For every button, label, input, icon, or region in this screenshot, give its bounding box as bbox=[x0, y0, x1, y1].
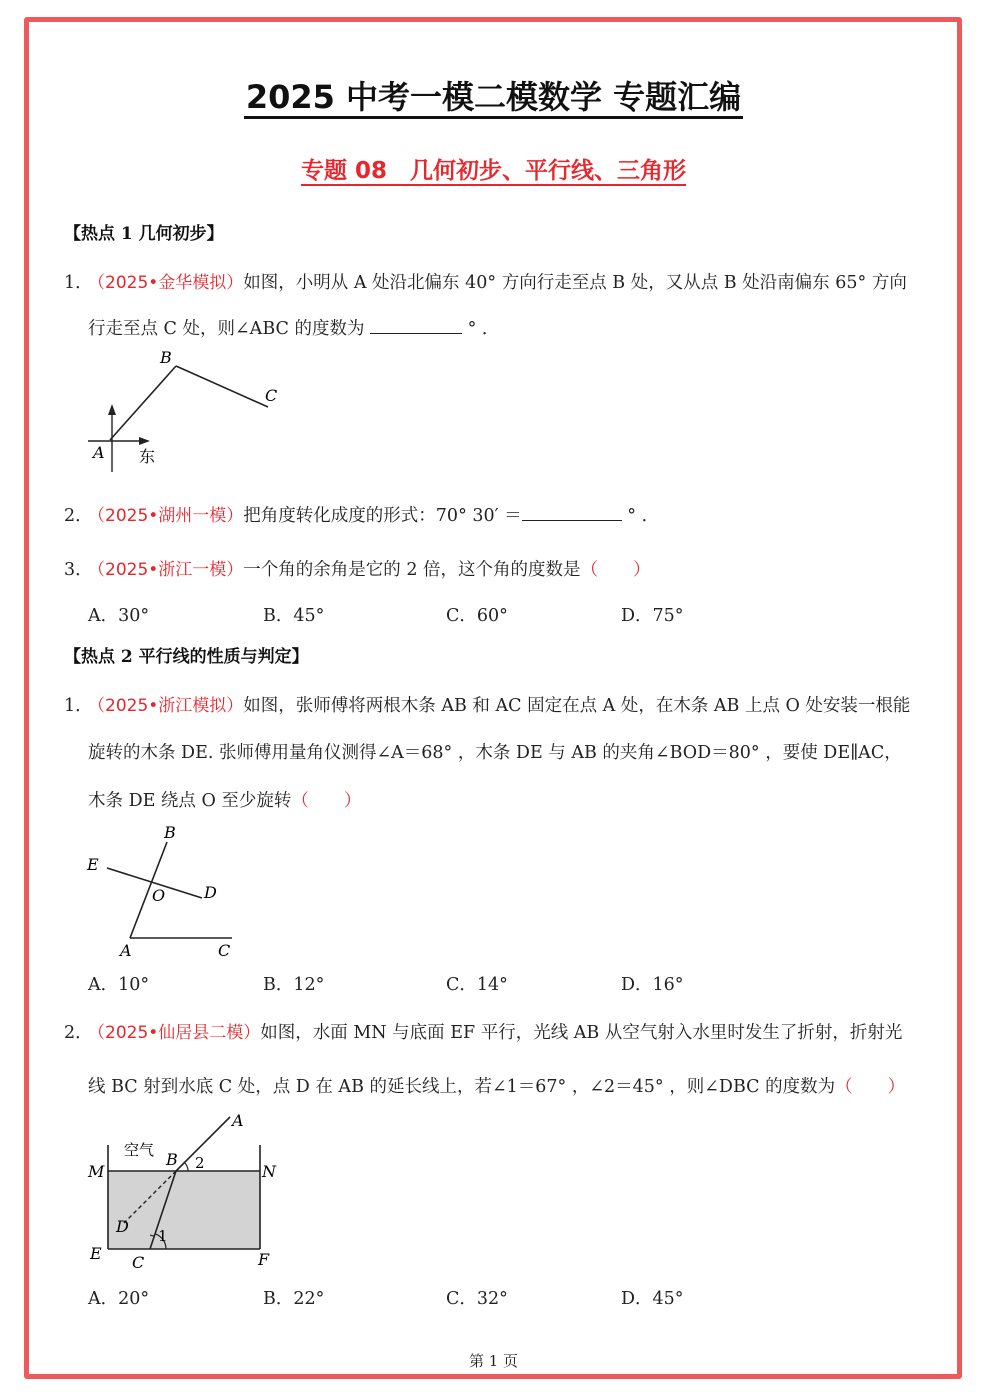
question-1-2: 2．（2025•湖州一模）把角度转化成度的形式：70° 30′ ＝ ° ． bbox=[64, 506, 660, 526]
segment-bc bbox=[176, 366, 268, 407]
label-a: A bbox=[93, 443, 105, 462]
label-b: B bbox=[164, 823, 176, 842]
label-b: B bbox=[160, 348, 172, 367]
section-heading-2: 【热点 2 平行线的性质与判定】 bbox=[64, 647, 309, 667]
page-title: 2025 中考一模二模数学 专题汇编 bbox=[0, 72, 987, 118]
question-2-1: 1．（2025•浙江模拟）如图，张师傅将两根木条 AB 和 AC 固定在点 A 处，在木条 AB 上点 O 处安装一根能 bbox=[64, 696, 911, 716]
question-source: （2025•湖州一模） bbox=[88, 506, 244, 526]
answer-paren[interactable]: （ ） bbox=[291, 791, 362, 811]
label-a: A bbox=[232, 1111, 244, 1130]
north-arrow-icon bbox=[108, 404, 116, 415]
option-a[interactable]: A．30° bbox=[88, 606, 150, 626]
option-c[interactable]: C．60° bbox=[446, 606, 508, 626]
question-2-2-line2: 线 BC 射到水底 C 处，点 D 在 AB 的延长线上，若∠1＝67° ，∠2＝45° ，则∠DBC 的度数为（ ） bbox=[88, 1077, 906, 1097]
option-b[interactable]: B．12° bbox=[263, 975, 325, 995]
option-c[interactable]: C．32° bbox=[446, 1289, 508, 1309]
label-d: D bbox=[116, 1217, 129, 1236]
option-d[interactable]: D．45° bbox=[621, 1289, 684, 1309]
figure-refraction bbox=[82, 1105, 292, 1275]
label-n: N bbox=[262, 1162, 276, 1181]
label-m: M bbox=[88, 1162, 105, 1181]
label-o: O bbox=[152, 886, 166, 905]
topic-subtitle: 专题 08 几何初步、平行线、三角形 bbox=[300, 158, 686, 184]
label-c: C bbox=[265, 386, 278, 405]
question-1-1: 1．（2025•金华模拟）如图，小明从 A 处沿北偏东 40° 方向行走至点 B 处，又从点 B 处沿南偏东 65° 方向 bbox=[64, 273, 907, 293]
answer-blank[interactable] bbox=[522, 504, 622, 521]
answer-blank[interactable] bbox=[370, 317, 462, 334]
answer-paren[interactable]: （ ） bbox=[580, 560, 651, 580]
question-source: （2025•浙江一模） bbox=[88, 560, 244, 580]
option-c[interactable]: C．14° bbox=[446, 975, 508, 995]
question-source: （2025•金华模拟） bbox=[88, 273, 244, 293]
question-2-1-line2: 旋转的木条 DE. 张师傅用量角仪测得∠A＝68° ，木条 DE 与 AB 的夹角∠BOD＝80° ，要使 DE∥AC， bbox=[88, 743, 902, 763]
option-a[interactable]: A．10° bbox=[88, 975, 150, 995]
label-b: B bbox=[166, 1150, 178, 1169]
label-air: 空气 bbox=[124, 1141, 155, 1159]
answer-paren[interactable]: （ ） bbox=[835, 1077, 906, 1097]
label-d: D bbox=[204, 883, 217, 902]
segment-ab bbox=[110, 366, 176, 440]
question-1-3: 3．（2025•浙江一模）一个角的余角是它的 2 倍，这个角的度数是（ ） bbox=[64, 560, 651, 580]
label-f: F bbox=[258, 1250, 270, 1269]
angle-2-arc bbox=[185, 1163, 189, 1172]
section-heading-1: 【热点 1 几何初步】 bbox=[64, 224, 224, 244]
figure-wooden-strips bbox=[82, 820, 242, 962]
label-c: C bbox=[132, 1253, 145, 1272]
water-body bbox=[108, 1171, 260, 1249]
east-arrow-icon bbox=[139, 437, 150, 445]
label-e: E bbox=[87, 855, 99, 874]
question-source: （2025•浙江模拟） bbox=[88, 696, 244, 716]
figure-direction bbox=[82, 340, 302, 475]
option-b[interactable]: B．22° bbox=[263, 1289, 325, 1309]
question-1-1-line2: 行走至点 C 处，则∠ABC 的度数为 ° ． bbox=[88, 319, 500, 339]
option-a[interactable]: A．20° bbox=[88, 1289, 150, 1309]
page-number: 第 1 页 bbox=[468, 1352, 519, 1370]
question-2-1-line3: 木条 DE 绕点 O 至少旋转（ ） bbox=[88, 791, 362, 811]
question-2-2: 2．（2025•仙居县二模）如图，水面 MN 与底面 EF 平行，光线 AB 从空气射入水里时发生了折射，折射光 bbox=[64, 1023, 903, 1043]
label-angle-1: 1 bbox=[158, 1227, 168, 1245]
label-a: A bbox=[120, 941, 132, 960]
option-b[interactable]: B．45° bbox=[263, 606, 325, 626]
label-e: E bbox=[90, 1244, 102, 1263]
option-d[interactable]: D．16° bbox=[621, 975, 684, 995]
label-east: 东 bbox=[139, 447, 156, 466]
label-angle-2: 2 bbox=[195, 1154, 205, 1172]
question-source: （2025•仙居县二模） bbox=[88, 1023, 261, 1043]
label-c: C bbox=[218, 941, 231, 960]
option-d[interactable]: D．75° bbox=[621, 606, 684, 626]
